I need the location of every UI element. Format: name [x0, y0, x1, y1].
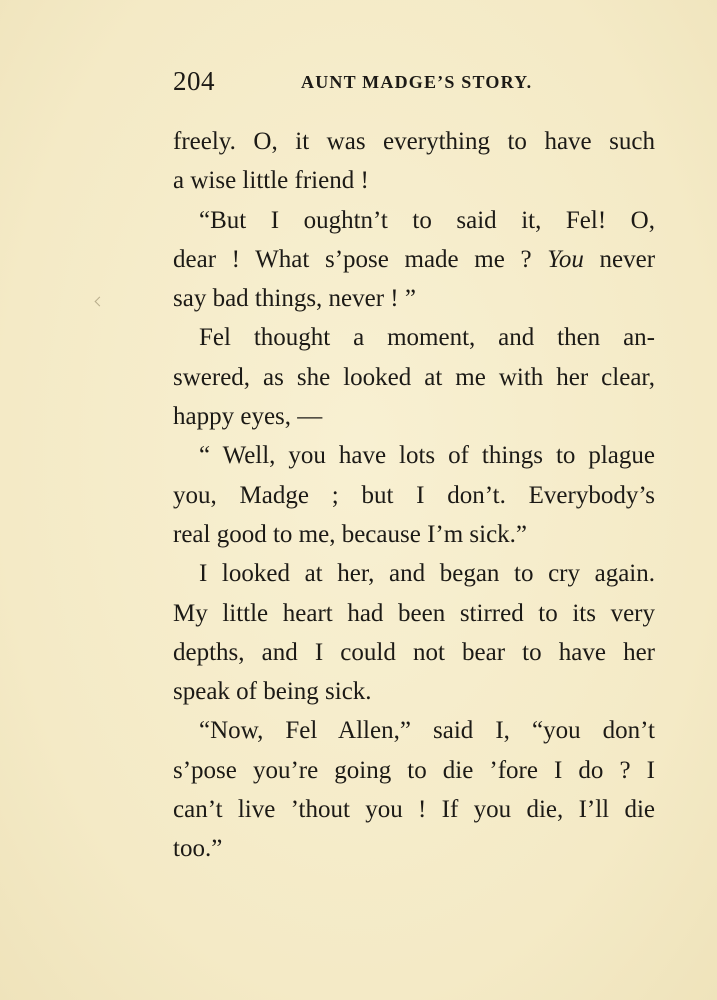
running-head [173, 66, 655, 100]
text-line: can’t live ’thout you ! If you die, I’ll die [173, 796, 655, 824]
text-line: speak of being sick. [173, 678, 372, 706]
text-line: depths, and I could not bear to have her [173, 638, 655, 666]
text-line: a wise little friend ! [173, 167, 369, 195]
text-segment: never [599, 245, 656, 273]
margin-mark [95, 297, 105, 307]
text-line: freely. O, it was everything to have such [173, 128, 655, 155]
running-head-title: AUNT MADGE’S STORY. [301, 72, 533, 92]
text-line: say bad things, never ! ” [173, 285, 416, 313]
text-line: I looked at her, and began to cry again. [199, 560, 655, 588]
text-line: s’pose you’re going to die ’fore I do ? I [173, 756, 655, 784]
text-line: My little heart had been stirred to its very [173, 599, 655, 627]
text-line: real good to me, because I’m sick.” [173, 520, 528, 548]
page-number: 204 [173, 66, 215, 96]
text-line: “Now, Fel Allen,” said I, “you don’t [199, 717, 655, 745]
emphasis-word: You [547, 245, 584, 273]
text-line: too.” [173, 835, 223, 863]
text-segment: dear ! What s’pose made me ? [173, 245, 532, 273]
text-line: Fel thought a moment, and then an- [199, 324, 655, 352]
text-line: swered, as she looked at me with her clear, [173, 363, 655, 391]
text-line [173, 240, 655, 279]
text-line: “But I oughtn’t to said it, Fel! O, [199, 206, 655, 234]
body-text [173, 122, 655, 869]
text-line: “ Well, you have lots of things to plague [199, 442, 655, 470]
text-line: you, Madge ; but I don’t. Everybody’s [173, 481, 655, 509]
text-line: happy eyes, — [173, 403, 323, 431]
